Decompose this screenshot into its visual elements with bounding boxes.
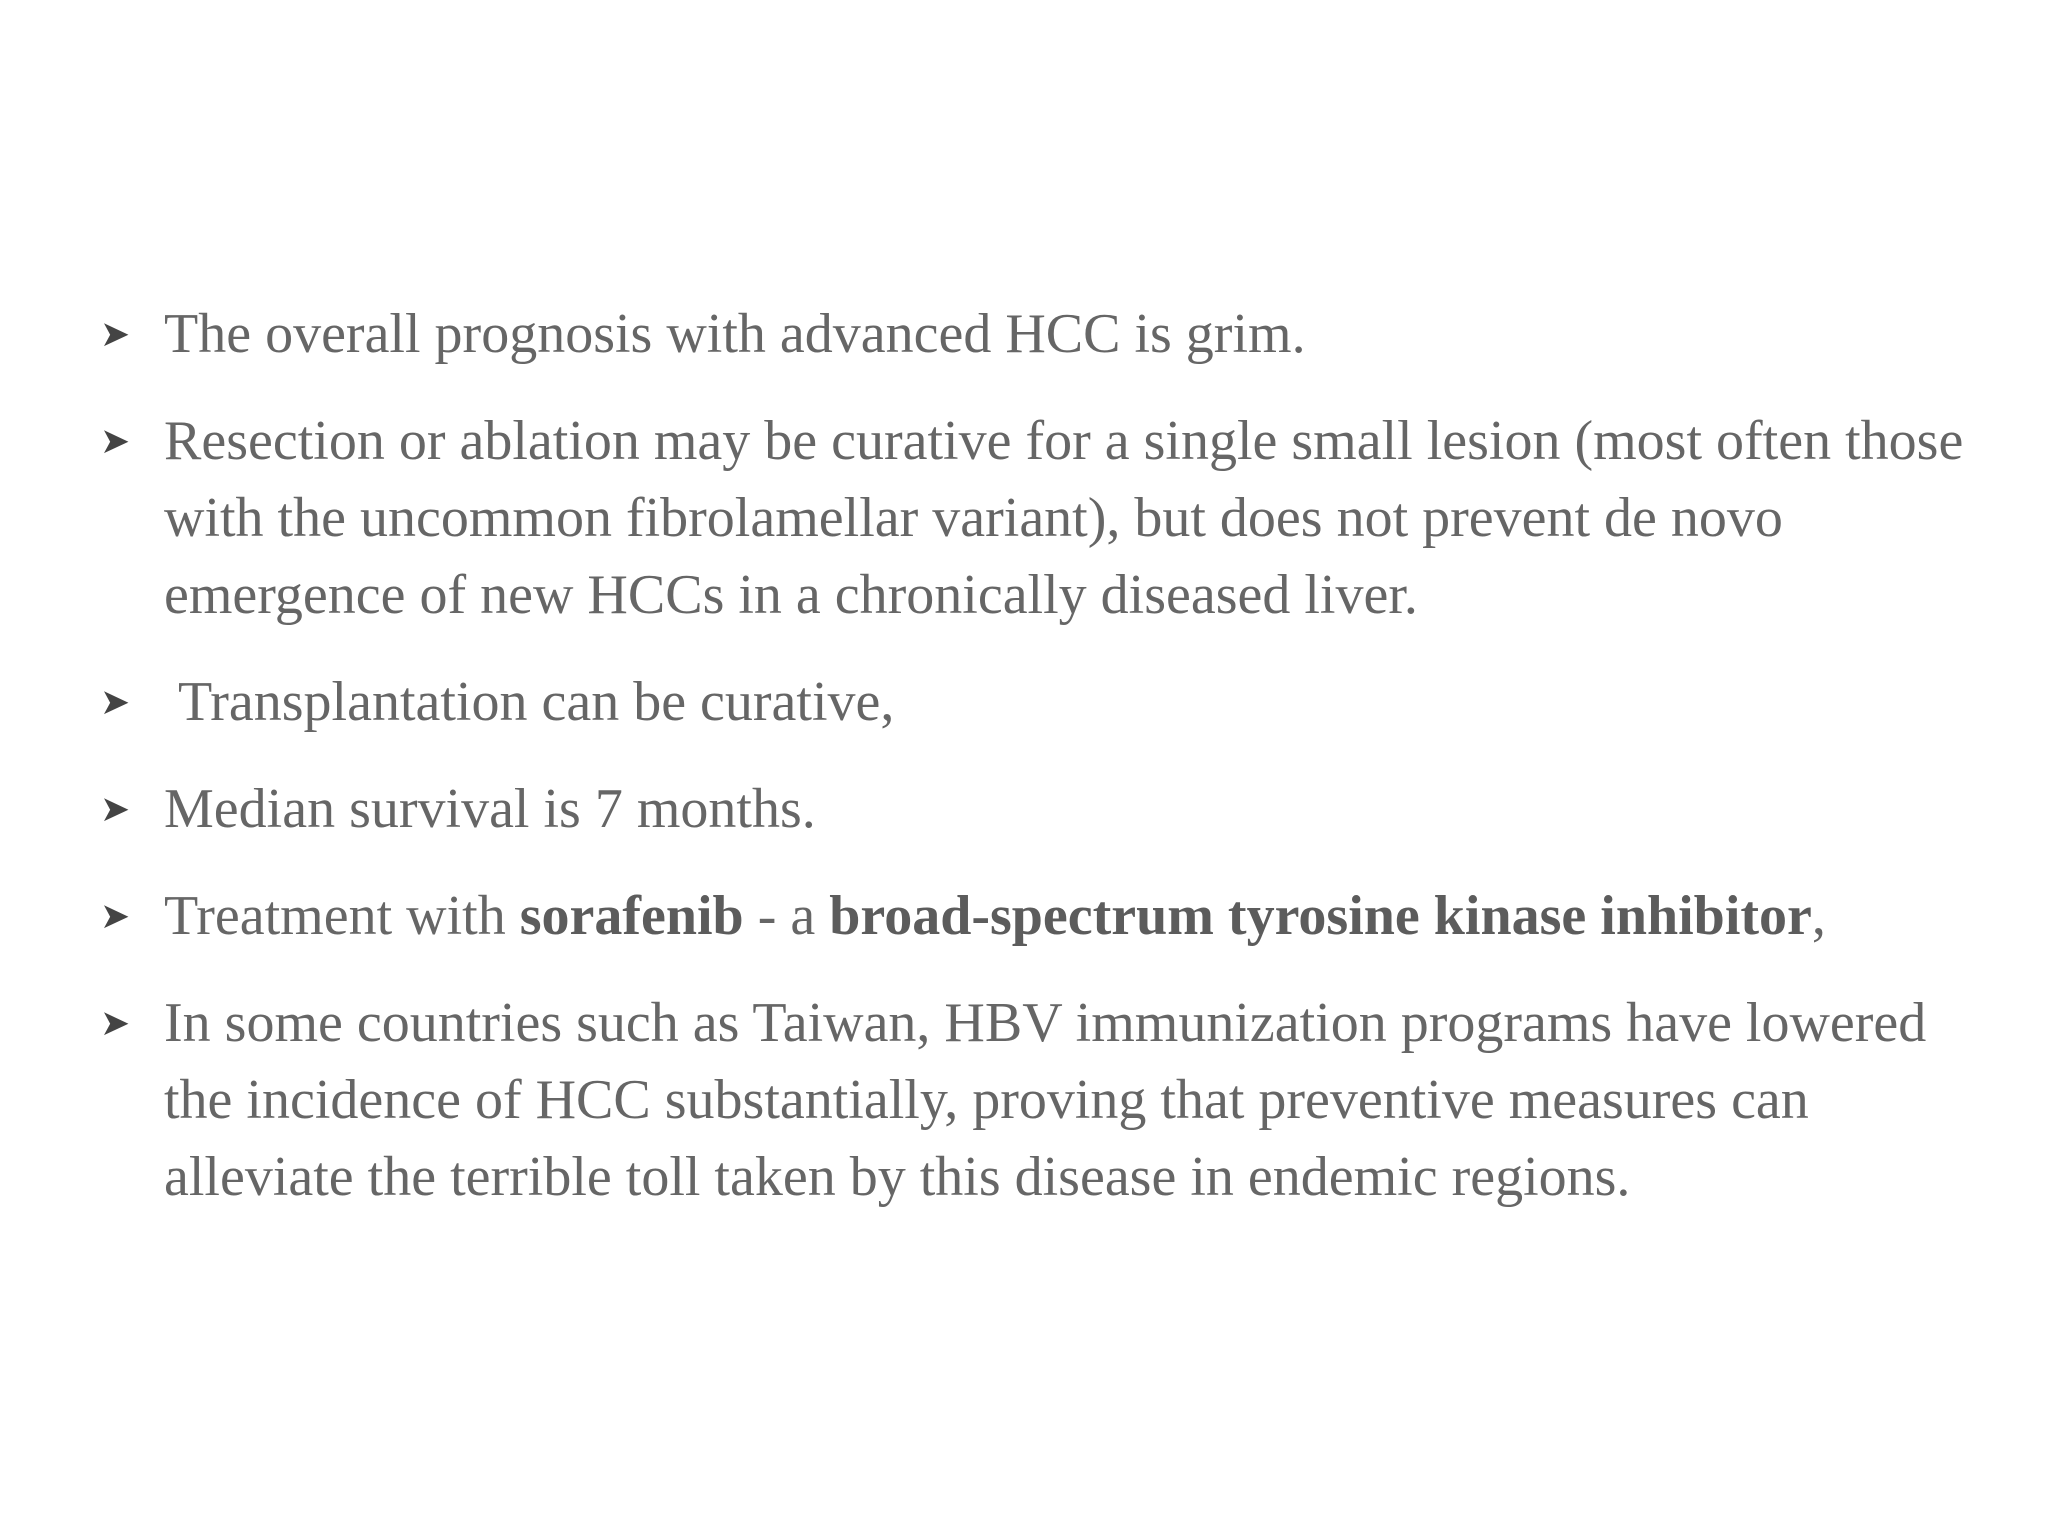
bullet-text: Median survival is 7 months. — [164, 778, 816, 840]
treatment-trailing-text: , — [1811, 885, 1826, 947]
bullet-text — [164, 885, 1826, 947]
arrow-bullet-icon: ➤ — [100, 314, 131, 355]
arrow-bullet-icon: ➤ — [100, 682, 131, 723]
bullet-text: The overall prognosis with advanced HCC is grim. — [164, 303, 1306, 365]
bullet-text: Transplantation can be curative, — [178, 671, 895, 733]
drug-class: broad-spectrum tyrosine kinase inhibitor — [829, 885, 1812, 947]
bullet-list — [100, 296, 1980, 1246]
treatment-connector-text: - a — [743, 885, 830, 947]
bullet-item-immunization — [100, 985, 1980, 1216]
bullet-item-treatment — [100, 878, 1980, 955]
bullet-item-resection — [100, 403, 1980, 634]
arrow-bullet-icon: ➤ — [100, 421, 131, 462]
bullet-text: In some countries such as Taiwan, HBV immunization programs have lowered the incidence of HCC substantially, proving that preventive measures can alleviate the terrible toll taken by this disease in endemic regions. — [164, 992, 1927, 1208]
arrow-bullet-icon: ➤ — [100, 896, 131, 937]
treatment-lead-text: Treatment with — [164, 885, 520, 947]
bullet-text: Resection or ablation may be curative for a single small lesion (most often those with the uncommon fibrolamellar variant), but does not prevent de novo emergence of new HCCs in a chronically diseased liver. — [164, 410, 1964, 626]
arrow-bullet-icon: ➤ — [100, 789, 131, 830]
drug-name: sorafenib — [519, 885, 744, 947]
arrow-bullet-icon: ➤ — [100, 1003, 131, 1044]
bullet-item-prognosis — [100, 296, 1980, 373]
bullet-item-transplantation — [100, 664, 1980, 741]
bullet-item-median-survival — [100, 771, 1980, 848]
